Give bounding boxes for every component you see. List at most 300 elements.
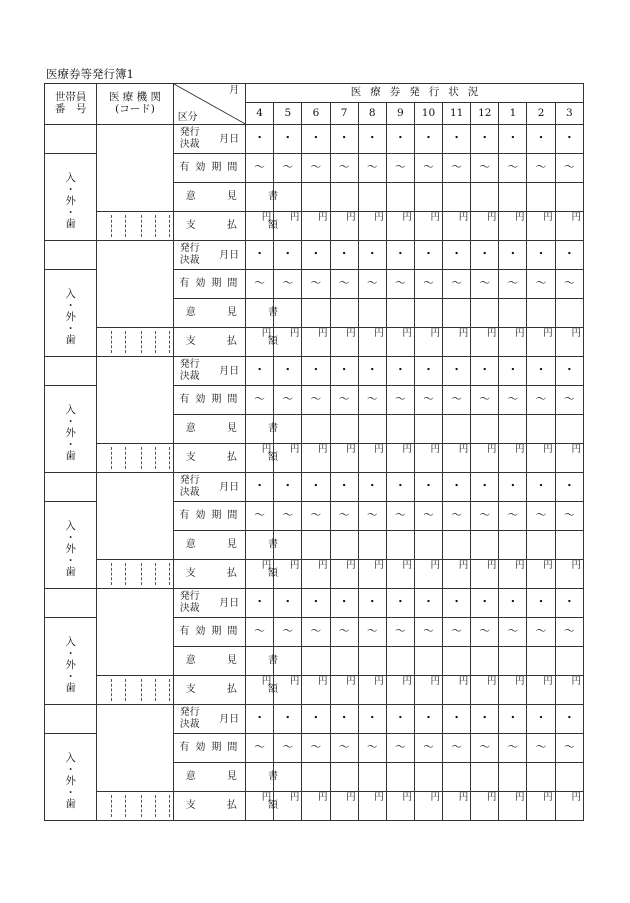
opinion-letter-cell[interactable]	[471, 415, 499, 444]
issue-date-cell[interactable]: ・	[358, 589, 386, 618]
payment-amount-cell[interactable]	[555, 444, 583, 473]
payment-amount-cell[interactable]	[414, 444, 442, 473]
payment-amount-cell[interactable]	[274, 560, 302, 589]
issue-date-cell[interactable]: ・	[330, 241, 358, 270]
issue-date-cell[interactable]: ・	[527, 473, 555, 502]
issue-date-cell[interactable]: ・	[274, 589, 302, 618]
institution-code-boxes[interactable]	[97, 792, 173, 821]
payment-amount-cell[interactable]	[302, 792, 330, 821]
opinion-letter-cell[interactable]	[443, 763, 471, 792]
payment-amount-cell[interactable]	[330, 328, 358, 357]
validity-period-cell[interactable]: ～	[302, 386, 330, 415]
issue-date-cell[interactable]: ・	[330, 125, 358, 154]
institution-name-cell[interactable]	[97, 125, 173, 212]
issue-date-cell[interactable]: ・	[358, 125, 386, 154]
opinion-letter-cell[interactable]	[330, 415, 358, 444]
issue-date-cell[interactable]: ・	[527, 357, 555, 386]
issue-date-cell[interactable]: ・	[471, 705, 499, 734]
issue-date-cell[interactable]: ・	[358, 705, 386, 734]
validity-period-cell[interactable]: ～	[555, 386, 583, 415]
payment-amount-cell[interactable]	[386, 328, 414, 357]
opinion-letter-cell[interactable]	[358, 415, 386, 444]
payment-amount-cell[interactable]	[527, 676, 555, 705]
issue-date-cell[interactable]: ・	[414, 357, 442, 386]
issue-date-cell[interactable]: ・	[330, 473, 358, 502]
issue-date-cell[interactable]: ・	[414, 125, 442, 154]
issue-date-cell[interactable]: ・	[302, 241, 330, 270]
validity-period-cell[interactable]: ～	[499, 154, 527, 183]
issue-date-cell[interactable]: ・	[471, 125, 499, 154]
payment-amount-cell[interactable]	[358, 792, 386, 821]
issue-date-cell[interactable]: ・	[246, 241, 274, 270]
payment-amount-cell[interactable]	[246, 792, 274, 821]
issue-date-cell[interactable]: ・	[246, 357, 274, 386]
issue-date-cell[interactable]: ・	[302, 473, 330, 502]
opinion-letter-cell[interactable]	[386, 531, 414, 560]
payment-amount-cell[interactable]	[443, 212, 471, 241]
opinion-letter-cell[interactable]	[499, 531, 527, 560]
issue-date-cell[interactable]: ・	[358, 473, 386, 502]
validity-period-cell[interactable]: ～	[358, 734, 386, 763]
validity-period-cell[interactable]: ～	[246, 618, 274, 647]
opinion-letter-cell[interactable]	[443, 531, 471, 560]
payment-amount-cell[interactable]	[527, 444, 555, 473]
validity-period-cell[interactable]: ～	[358, 502, 386, 531]
payment-amount-cell[interactable]	[302, 676, 330, 705]
validity-period-cell[interactable]: ～	[302, 502, 330, 531]
issue-date-cell[interactable]: ・	[555, 705, 583, 734]
opinion-letter-cell[interactable]	[330, 647, 358, 676]
opinion-letter-cell[interactable]	[386, 183, 414, 212]
issue-date-cell[interactable]: ・	[499, 473, 527, 502]
institution-code-boxes[interactable]	[97, 212, 173, 241]
issue-date-cell[interactable]: ・	[443, 357, 471, 386]
opinion-letter-cell[interactable]	[443, 183, 471, 212]
yen-unit-label: 円	[374, 328, 384, 339]
opinion-letter-cell[interactable]	[471, 531, 499, 560]
issue-date-cell[interactable]: ・	[246, 589, 274, 618]
opinion-letter-cell[interactable]	[499, 299, 527, 328]
payment-amount-cell[interactable]	[443, 444, 471, 473]
payment-amount-cell[interactable]	[274, 212, 302, 241]
household-number-cell[interactable]	[45, 241, 97, 270]
issue-date-cell[interactable]: ・	[499, 705, 527, 734]
opinion-letter-cell[interactable]	[471, 647, 499, 676]
validity-period-cell[interactable]: ～	[443, 270, 471, 299]
opinion-letter-cell[interactable]	[499, 415, 527, 444]
payment-amount-cell[interactable]	[274, 444, 302, 473]
payment-amount-cell[interactable]	[246, 212, 274, 241]
issue-date-cell[interactable]: ・	[246, 705, 274, 734]
institution-name-cell[interactable]	[97, 357, 173, 444]
payment-amount-cell[interactable]	[274, 792, 302, 821]
payment-amount-cell[interactable]	[527, 328, 555, 357]
payment-amount-cell[interactable]	[386, 676, 414, 705]
validity-period-cell[interactable]: ～	[555, 270, 583, 299]
issue-date-cell[interactable]: ・	[386, 125, 414, 154]
validity-period-cell[interactable]: ～	[302, 618, 330, 647]
validity-period-cell[interactable]: ～	[330, 502, 358, 531]
validity-period-cell[interactable]: ～	[499, 618, 527, 647]
issue-date-cell[interactable]: ・	[386, 589, 414, 618]
yen-unit-label: 円	[458, 212, 469, 223]
opinion-letter-cell[interactable]	[358, 183, 386, 212]
code-digit-divider	[141, 679, 142, 701]
validity-period-cell[interactable]: ～	[330, 386, 358, 415]
issue-date-cell[interactable]: ・	[527, 589, 555, 618]
payment-amount-cell[interactable]	[555, 212, 583, 241]
validity-period-cell[interactable]: ～	[555, 502, 583, 531]
validity-period-cell[interactable]: ～	[499, 270, 527, 299]
opinion-letter-cell[interactable]	[527, 299, 555, 328]
validity-period-cell[interactable]: ～	[330, 618, 358, 647]
issue-date-cell[interactable]: ・	[527, 125, 555, 154]
payment-amount-cell[interactable]	[527, 792, 555, 821]
issue-date-cell[interactable]: ・	[414, 589, 442, 618]
issue-date-cell[interactable]: ・	[414, 473, 442, 502]
opinion-letter-cell[interactable]	[358, 531, 386, 560]
issue-date-cell[interactable]: ・	[471, 241, 499, 270]
issue-date-cell[interactable]: ・	[499, 125, 527, 154]
opinion-letter-cell[interactable]	[443, 415, 471, 444]
validity-period-label-text: 有効期間	[179, 742, 244, 754]
issue-date-cell[interactable]: ・	[414, 241, 442, 270]
validity-period-cell[interactable]: ～	[499, 502, 527, 531]
issue-date-cell[interactable]: ・	[555, 241, 583, 270]
validity-period-cell[interactable]: ～	[330, 270, 358, 299]
payment-amount-cell[interactable]	[386, 212, 414, 241]
payment-amount-cell[interactable]	[555, 792, 583, 821]
payment-amount-cell[interactable]	[330, 444, 358, 473]
validity-period-cell[interactable]: ～	[414, 502, 442, 531]
issue-date-cell[interactable]: ・	[302, 357, 330, 386]
payment-amount-cell[interactable]	[330, 676, 358, 705]
opinion-letter-cell[interactable]	[527, 183, 555, 212]
opinion-letter-cell[interactable]	[302, 415, 330, 444]
validity-period-cell[interactable]: ～	[386, 734, 414, 763]
validity-period-cell[interactable]: ～	[414, 154, 442, 183]
validity-period-cell[interactable]: ～	[386, 270, 414, 299]
issue-date-cell[interactable]: ・	[527, 241, 555, 270]
opinion-letter-cell[interactable]	[358, 299, 386, 328]
payment-amount-cell[interactable]	[330, 560, 358, 589]
validity-period-cell[interactable]: ～	[443, 734, 471, 763]
payment-amount-cell[interactable]	[555, 328, 583, 357]
issue-date-cell[interactable]: ・	[330, 357, 358, 386]
validity-period-cell[interactable]: ～	[471, 734, 499, 763]
validity-period-cell[interactable]: ～	[443, 154, 471, 183]
opinion-letter-cell[interactable]	[443, 299, 471, 328]
validity-period-cell[interactable]: ～	[471, 270, 499, 299]
validity-period-cell[interactable]: ～	[246, 270, 274, 299]
payment-amount-cell[interactable]	[471, 560, 499, 589]
payment-amount-cell[interactable]	[246, 676, 274, 705]
opinion-letter-cell[interactable]	[386, 647, 414, 676]
issue-date-cell[interactable]: ・	[443, 705, 471, 734]
issue-date-cell[interactable]: ・	[274, 357, 302, 386]
institution-code-boxes[interactable]	[97, 676, 173, 705]
issue-date-cell[interactable]: ・	[443, 473, 471, 502]
institution-code-boxes[interactable]	[97, 328, 173, 357]
payment-amount-cell[interactable]	[414, 560, 442, 589]
household-number-cell[interactable]	[45, 125, 97, 154]
payment-amount-cell[interactable]	[330, 792, 358, 821]
payment-amount-cell[interactable]	[471, 212, 499, 241]
institution-code-boxes[interactable]	[97, 444, 173, 473]
issue-date-cell[interactable]: ・	[386, 241, 414, 270]
opinion-letter-cell[interactable]	[302, 647, 330, 676]
validity-period-cell[interactable]: ～	[302, 734, 330, 763]
opinion-letter-cell[interactable]	[386, 299, 414, 328]
payment-amount-cell[interactable]	[555, 676, 583, 705]
household-number-cell[interactable]	[45, 473, 97, 502]
institution-code-boxes[interactable]	[97, 560, 173, 589]
payment-amount-cell[interactable]	[246, 560, 274, 589]
validity-period-cell[interactable]: ～	[358, 618, 386, 647]
payment-amount-cell[interactable]	[471, 444, 499, 473]
payment-amount-cell[interactable]	[471, 676, 499, 705]
validity-period-cell[interactable]: ～	[414, 734, 442, 763]
opinion-letter-cell[interactable]	[471, 763, 499, 792]
institution-name-cell[interactable]	[97, 705, 173, 792]
validity-period-cell[interactable]: ～	[555, 618, 583, 647]
validity-period-cell[interactable]: ～	[471, 386, 499, 415]
validity-period-cell[interactable]: ～	[499, 386, 527, 415]
validity-period-cell[interactable]: ～	[443, 386, 471, 415]
payment-amount-cell[interactable]	[443, 328, 471, 357]
issue-date-cell[interactable]: ・	[386, 705, 414, 734]
validity-period-cell[interactable]: ～	[274, 502, 302, 531]
issue-date-cell[interactable]: ・	[443, 125, 471, 154]
payment-amount-cell[interactable]	[246, 328, 274, 357]
payment-amount-cell[interactable]	[358, 212, 386, 241]
validity-period-cell[interactable]: ～	[414, 270, 442, 299]
issue-date-cell[interactable]: ・	[274, 241, 302, 270]
opinion-letter-cell[interactable]	[302, 299, 330, 328]
payment-amount-cell[interactable]	[302, 560, 330, 589]
opinion-letter-cell[interactable]	[555, 647, 583, 676]
payment-amount-cell[interactable]	[302, 444, 330, 473]
validity-period-cell[interactable]: ～	[414, 618, 442, 647]
payment-amount-cell[interactable]	[527, 560, 555, 589]
opinion-letter-cell[interactable]	[330, 531, 358, 560]
payment-amount-cell[interactable]	[555, 560, 583, 589]
opinion-letter-cell[interactable]	[527, 647, 555, 676]
opinion-letter-cell[interactable]	[499, 647, 527, 676]
issue-date-cell[interactable]: ・	[443, 589, 471, 618]
validity-period-cell[interactable]: ～	[527, 154, 555, 183]
validity-period-cell[interactable]: ～	[274, 154, 302, 183]
payment-amount-cell[interactable]	[527, 212, 555, 241]
opinion-letter-cell[interactable]	[555, 763, 583, 792]
issue-date-cell[interactable]: ・	[274, 705, 302, 734]
payment-amount-cell[interactable]	[443, 676, 471, 705]
opinion-letter-cell[interactable]	[414, 647, 442, 676]
opinion-letter-cell[interactable]	[414, 415, 442, 444]
opinion-letter-cell[interactable]	[330, 299, 358, 328]
payment-amount-cell[interactable]	[358, 676, 386, 705]
issue-date-cell[interactable]: ・	[414, 705, 442, 734]
validity-period-cell[interactable]: ～	[386, 386, 414, 415]
payment-amount-cell[interactable]	[499, 212, 527, 241]
issue-date-cell[interactable]: ・	[246, 473, 274, 502]
household-number-cell[interactable]	[45, 357, 97, 386]
payment-amount-cell[interactable]	[358, 328, 386, 357]
issue-date-cell[interactable]: ・	[330, 589, 358, 618]
opinion-letter-cell[interactable]	[555, 183, 583, 212]
validity-period-cell[interactable]: ～	[246, 386, 274, 415]
payment-amount-cell[interactable]	[274, 676, 302, 705]
validity-period-cell[interactable]: ～	[358, 386, 386, 415]
opinion-letter-cell[interactable]	[471, 299, 499, 328]
opinion-letter-cell[interactable]	[358, 647, 386, 676]
validity-period-cell[interactable]: ～	[358, 270, 386, 299]
payment-amount-cell[interactable]	[302, 212, 330, 241]
payment-amount-cell[interactable]	[302, 328, 330, 357]
opinion-letter-cell[interactable]	[302, 183, 330, 212]
issue-date-cell[interactable]: ・	[386, 357, 414, 386]
payment-amount-cell[interactable]	[330, 212, 358, 241]
issue-date-cell[interactable]: ・	[358, 241, 386, 270]
payment-amount-cell[interactable]	[414, 212, 442, 241]
validity-period-cell[interactable]: ～	[471, 618, 499, 647]
payment-amount-cell[interactable]	[414, 676, 442, 705]
opinion-letter-cell[interactable]	[414, 299, 442, 328]
validity-period-cell[interactable]: ～	[302, 154, 330, 183]
validity-period-cell[interactable]: ～	[386, 502, 414, 531]
opinion-letter-cell[interactable]	[330, 183, 358, 212]
issue-date-cell[interactable]: ・	[386, 473, 414, 502]
validity-period-cell[interactable]: ～	[527, 386, 555, 415]
opinion-letter-cell[interactable]	[386, 763, 414, 792]
payment-amount-cell[interactable]	[246, 444, 274, 473]
opinion-letter-cell[interactable]	[330, 763, 358, 792]
payment-amount-cell[interactable]	[386, 792, 414, 821]
issue-date-cell[interactable]: ・	[274, 125, 302, 154]
validity-period-cell[interactable]: ～	[443, 618, 471, 647]
issue-date-cell[interactable]: ・	[555, 357, 583, 386]
validity-period-cell[interactable]: ～	[274, 270, 302, 299]
opinion-letter-cell[interactable]	[499, 183, 527, 212]
validity-period-cell[interactable]: ～	[274, 618, 302, 647]
validity-period-cell[interactable]: ～	[330, 154, 358, 183]
validity-period-cell[interactable]: ～	[527, 502, 555, 531]
issue-date-cell[interactable]: ・	[246, 125, 274, 154]
payment-amount-cell[interactable]	[386, 444, 414, 473]
payment-amount-label-text: 支 払 額	[185, 220, 293, 232]
validity-period-cell[interactable]: ～	[471, 502, 499, 531]
opinion-letter-cell[interactable]	[527, 531, 555, 560]
opinion-letter-cell[interactable]	[414, 531, 442, 560]
issue-date-cell[interactable]: ・	[330, 705, 358, 734]
code-digit-divider	[169, 795, 170, 817]
issue-date-cell[interactable]: ・	[555, 589, 583, 618]
payment-amount-cell[interactable]	[471, 792, 499, 821]
opinion-letter-cell[interactable]	[555, 531, 583, 560]
payment-amount-cell[interactable]	[386, 560, 414, 589]
issue-date-cell[interactable]: ・	[499, 241, 527, 270]
household-number-cell[interactable]	[45, 705, 97, 734]
payment-amount-cell[interactable]	[443, 560, 471, 589]
validity-period-cell[interactable]: ～	[527, 734, 555, 763]
payment-amount-cell[interactable]	[471, 328, 499, 357]
validity-period-cell[interactable]: ～	[555, 154, 583, 183]
validity-period-cell[interactable]: ～	[471, 154, 499, 183]
validity-period-cell[interactable]: ～	[358, 154, 386, 183]
payment-amount-cell[interactable]	[358, 444, 386, 473]
issue-date-cell[interactable]: ・	[471, 589, 499, 618]
payment-amount-cell[interactable]	[414, 328, 442, 357]
validity-period-cell[interactable]: ～	[527, 618, 555, 647]
issue-date-cell[interactable]: ・	[499, 589, 527, 618]
issue-date-cell[interactable]: ・	[527, 705, 555, 734]
validity-period-cell[interactable]: ～	[274, 734, 302, 763]
validity-period-cell[interactable]: ～	[246, 502, 274, 531]
payment-amount-cell[interactable]	[499, 676, 527, 705]
validity-period-cell[interactable]: ～	[443, 502, 471, 531]
issue-date-cell[interactable]: ・	[302, 125, 330, 154]
payment-amount-cell[interactable]	[499, 792, 527, 821]
institution-name-cell[interactable]	[97, 589, 173, 676]
opinion-letter-cell[interactable]	[555, 299, 583, 328]
opinion-letter-cell[interactable]	[527, 763, 555, 792]
opinion-letter-cell[interactable]	[358, 763, 386, 792]
issue-date-cell[interactable]: ・	[471, 357, 499, 386]
issue-date-cell[interactable]: ・	[274, 473, 302, 502]
validity-period-cell[interactable]: ～	[302, 270, 330, 299]
opinion-letter-cell[interactable]	[386, 415, 414, 444]
validity-period-cell[interactable]: ～	[330, 734, 358, 763]
institution-name-cell[interactable]	[97, 241, 173, 328]
opinion-letter-cell[interactable]	[555, 415, 583, 444]
institution-name-cell[interactable]	[97, 473, 173, 560]
payment-amount-cell[interactable]	[414, 792, 442, 821]
issue-date-cell[interactable]: ・	[302, 705, 330, 734]
issue-date-cell[interactable]: ・	[471, 473, 499, 502]
issue-date-cell[interactable]: ・	[499, 357, 527, 386]
validity-period-cell[interactable]: ～	[386, 618, 414, 647]
household-number-cell[interactable]	[45, 589, 97, 618]
opinion-letter-cell[interactable]	[302, 763, 330, 792]
payment-amount-cell[interactable]	[358, 560, 386, 589]
issue-date-cell[interactable]: ・	[443, 241, 471, 270]
opinion-letter-cell[interactable]	[499, 763, 527, 792]
opinion-letter-cell[interactable]	[302, 531, 330, 560]
opinion-letter-cell[interactable]	[527, 415, 555, 444]
validity-period-cell[interactable]: ～	[555, 734, 583, 763]
validity-period-cell[interactable]: ～	[414, 386, 442, 415]
validity-period-cell[interactable]: ～	[499, 734, 527, 763]
issue-date-cell[interactable]: ・	[555, 473, 583, 502]
opinion-letter-cell[interactable]	[443, 647, 471, 676]
validity-period-cell[interactable]: ～	[246, 154, 274, 183]
opinion-letter-cell[interactable]	[414, 183, 442, 212]
issue-date-cell[interactable]: ・	[302, 589, 330, 618]
validity-period-cell[interactable]: ～	[274, 386, 302, 415]
opinion-letter-cell[interactable]	[471, 183, 499, 212]
payment-amount-cell[interactable]	[499, 444, 527, 473]
opinion-letter-cell[interactable]	[414, 763, 442, 792]
payment-amount-cell[interactable]	[499, 560, 527, 589]
validity-period-cell[interactable]: ～	[527, 270, 555, 299]
payment-amount-cell[interactable]	[274, 328, 302, 357]
issue-date-cell[interactable]: ・	[358, 357, 386, 386]
payment-amount-cell[interactable]	[499, 328, 527, 357]
issue-date-cell[interactable]: ・	[555, 125, 583, 154]
validity-period-cell[interactable]: ～	[246, 734, 274, 763]
payment-amount-cell[interactable]	[443, 792, 471, 821]
validity-period-cell[interactable]: ～	[386, 154, 414, 183]
